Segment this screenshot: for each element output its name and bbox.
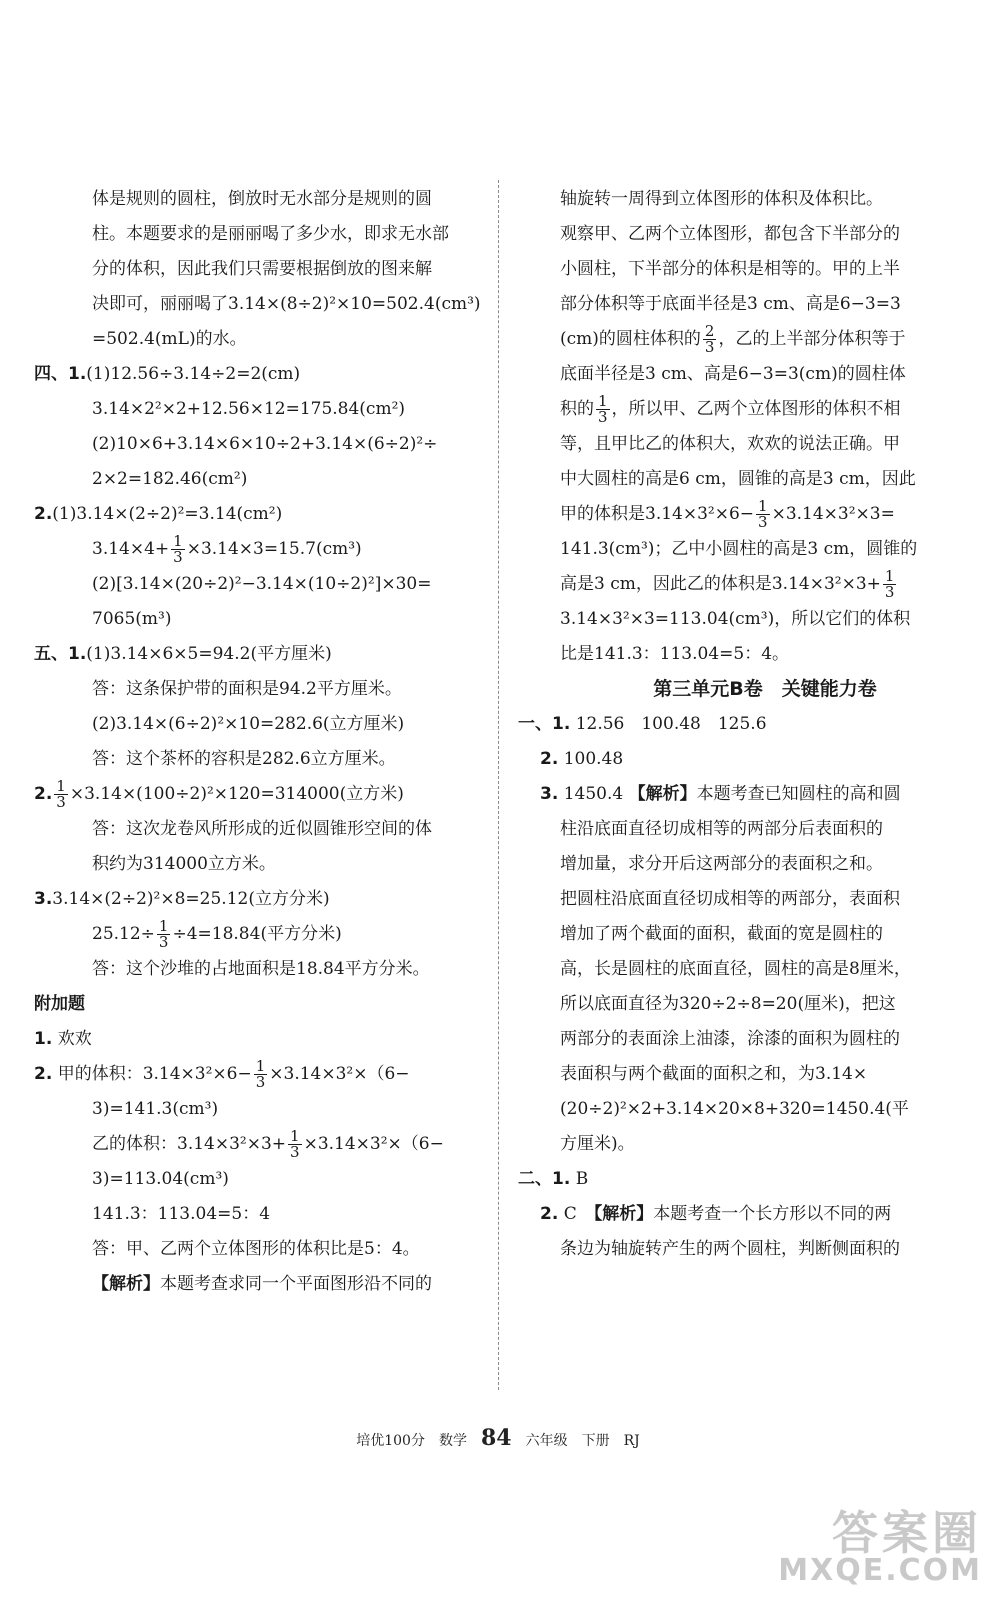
footer-edition: RJ (623, 1433, 640, 1449)
line-text: (cm)的圆柱体积的 (560, 329, 701, 349)
line-text: 增加量，求分开后这两部分的表面积之和。 (560, 854, 883, 874)
fraction-numerator: 1 (255, 1057, 266, 1075)
question-number: 2. (34, 504, 53, 524)
fraction-denominator: 3 (290, 1143, 300, 1161)
line-text: 答：这个茶杯的容积是282.6立方厘米。 (92, 749, 396, 769)
line-text: B (570, 1169, 589, 1189)
footer-grade: 六年级 (525, 1433, 568, 1449)
text-line (34, 1232, 484, 1267)
fraction-denominator: 3 (758, 513, 768, 531)
fraction-numerator: 1 (290, 1127, 300, 1145)
line-text: 分的体积，因此我们只需要根据倒放的图来解 (92, 259, 432, 279)
fraction (54, 779, 68, 810)
line-text: 轴旋转一周得到立体图形的体积及体积比。 (560, 189, 883, 209)
fraction-numerator: 1 (158, 917, 169, 935)
fraction-denominator: 3 (704, 338, 715, 356)
question-number: 3. (540, 784, 559, 804)
text-line (34, 392, 484, 427)
fraction-numerator: 1 (173, 532, 183, 550)
page-footer (0, 1425, 996, 1451)
fraction-denominator: 3 (56, 793, 66, 811)
line-text: 141.3：113.04=5：4 (92, 1204, 271, 1224)
fraction-numerator: 1 (598, 392, 608, 410)
footer-subject: 数学 (438, 1433, 467, 1449)
line-text: 高是3 cm，因此乙的体积是3.14×3²×3+ (560, 574, 881, 594)
line-text-after: ×3.14×3²×3= (771, 504, 895, 524)
line-text: 增加了两个截面的面积，截面的宽是圆柱的 (560, 924, 883, 944)
text-line (518, 742, 970, 777)
column-divider (498, 180, 499, 1390)
question-number: 3. (34, 889, 53, 909)
text-line (518, 182, 970, 217)
text-line (34, 672, 484, 707)
text-line (518, 1127, 970, 1162)
left-column (34, 182, 484, 1302)
text-line (34, 707, 484, 742)
text-line (34, 882, 484, 917)
line-text: 条边为轴旋转产生的两个圆柱，判断侧面积的 (560, 1239, 900, 1259)
fraction-denominator: 3 (158, 933, 169, 951)
line-text: 欢欢 (52, 1029, 92, 1049)
fraction (171, 534, 185, 565)
line-text: 3.14×3²×3=113.04(cm³)，所以它们的体积 (560, 609, 911, 629)
text-line (34, 1197, 484, 1232)
right-column-part-2 (518, 707, 970, 1267)
text-line (518, 532, 970, 567)
line-text: (1)12.56÷3.14÷2=2(cm) (86, 364, 301, 384)
line-text: 3.14×2²×2+12.56×12=175.84(cm²) (92, 399, 406, 419)
text-line (518, 392, 970, 427)
line-text: 把圆柱沿底面直径切成相等的两部分，表面积 (560, 889, 900, 909)
text-line (34, 847, 484, 882)
line-text: 3)=113.04(cm³) (92, 1169, 229, 1189)
line-text: 2×2=182.46(cm²) (92, 469, 248, 489)
line-text: (2)[3.14×(20÷2)²−3.14×(10÷2)²]×30= (92, 574, 432, 594)
text-line (34, 742, 484, 777)
line-text: 等，且甲比乙的体积大，欢欢的说法正确。甲 (560, 434, 900, 454)
line-text: 12.56 100.48 125.6 (570, 714, 767, 734)
text-line (518, 917, 970, 952)
text-line (518, 462, 970, 497)
right-column (518, 182, 970, 1267)
fraction (157, 919, 171, 950)
text-line (518, 882, 970, 917)
text-line (34, 287, 484, 322)
text-line (34, 532, 484, 567)
text-line (34, 1022, 484, 1057)
text-line (34, 357, 484, 392)
text-line (518, 637, 970, 672)
question-number: 2. (540, 1204, 559, 1224)
fraction (703, 324, 717, 355)
line-text: 7065(m³) (92, 609, 172, 629)
text-line (34, 812, 484, 847)
text-line (34, 427, 484, 462)
text-line (518, 567, 970, 602)
footer-book-title: 培优100分 (356, 1433, 425, 1449)
line-text: 柱。本题要求的是丽丽喝了多少水，即求无水部 (92, 224, 449, 244)
line-text: 中大圆柱的高是6 cm，圆锥的高是3 cm，因此 (560, 469, 916, 489)
line-text: (20÷2)²×2+3.14×20×8+320=1450.4(平 (560, 1099, 909, 1119)
text-line (518, 1162, 970, 1197)
line-text-after: ÷4=18.84(平方分米) (172, 924, 342, 944)
line-text: (1)3.14×6×5=94.2(平方厘米) (86, 644, 332, 664)
text-line (34, 497, 484, 532)
line-text: (2)10×6+3.14×6×10÷2+3.14×(6÷2)²÷ (92, 434, 438, 454)
text-line (518, 1057, 970, 1092)
text-line (518, 217, 970, 252)
question-number: 二、1. (518, 1169, 571, 1189)
text-line (34, 637, 484, 672)
fraction (756, 499, 770, 530)
line-text: 本题考查求同一个平面图形沿不同的 (160, 1274, 432, 1294)
watermark-line-2: MXQE.COM (778, 1553, 982, 1588)
text-line (518, 427, 970, 462)
fraction (883, 569, 897, 600)
text-line (518, 497, 970, 532)
text-line (34, 1267, 484, 1302)
text-line (518, 602, 970, 637)
section-title: 第三单元B卷 关键能力卷 (653, 678, 877, 700)
text-line (518, 252, 970, 287)
fraction-denominator: 3 (598, 408, 608, 426)
line-text: 体是规则的圆柱，倒放时无水部分是规则的圆 (92, 189, 432, 209)
text-line (518, 322, 970, 357)
analysis-label: 【解析】 (628, 784, 697, 804)
right-column-part-1 (518, 182, 970, 672)
line-text-after: ×3.14×3²×（6− (269, 1064, 410, 1084)
line-text: 积的 (560, 399, 594, 419)
fraction-numerator: 1 (56, 777, 66, 795)
text-line (518, 1232, 970, 1267)
fraction-numerator: 2 (704, 322, 715, 340)
question-number: 一、1. (518, 714, 571, 734)
fraction (254, 1059, 268, 1090)
line-text: 比是141.3：113.04=5：4。 (560, 644, 790, 664)
text-line (34, 567, 484, 602)
line-text-after: 本题考查一个长方形以不同的两 (653, 1204, 892, 1224)
line-text: 3)=141.3(cm³) (92, 1099, 219, 1119)
line-text: 25.12÷ (92, 924, 155, 944)
line-text: 甲的体积是3.14×3²×6− (560, 504, 755, 524)
analysis-label: 【解析】 (593, 1204, 654, 1224)
line-text: 小圆柱，下半部分的体积是相等的。甲的上半 (560, 259, 900, 279)
fraction-denominator: 3 (173, 548, 183, 566)
line-text: 两部分的表面涂上油漆，涂漆的面积为圆柱的 (560, 1029, 900, 1049)
line-text: 方厘米)。 (560, 1134, 635, 1154)
fraction-denominator: 3 (255, 1073, 266, 1091)
line-text-after: ，乙的上半部分体积等于 (718, 329, 906, 349)
line-text-after: ，所以甲、乙两个立体图形的体积不相 (611, 399, 901, 419)
page-number: 84 (480, 1425, 512, 1451)
watermark-logo (778, 1506, 982, 1588)
line-text: 141.3(cm³)；乙中小圆柱的高是3 cm，圆锥的 (560, 539, 918, 559)
question-number: 四、1. (34, 364, 87, 384)
line-text: (2)3.14×(6÷2)²×10=282.6(立方厘米) (92, 714, 405, 734)
fraction (288, 1129, 302, 1160)
line-text-after: ×3.14×3=15.7(cm³) (186, 539, 362, 559)
line-text: 100.48 (558, 749, 624, 769)
text-line (518, 1022, 970, 1057)
line-text-after: 本题考查已知圆柱的高和圆 (696, 784, 901, 804)
line-text: 表面积与两个截面的面积之和，为3.14× (560, 1064, 868, 1084)
text-line (518, 987, 970, 1022)
line-text: 答：这次龙卷风所形成的近似圆锥形空间的体 (92, 819, 432, 839)
line-text: 答：这条保护带的面积是94.2平方厘米。 (92, 679, 402, 699)
text-line (34, 217, 484, 252)
line-text: 1450.4 (558, 784, 629, 804)
fraction (596, 394, 610, 425)
line-text: 底面半径是3 cm、高是6−3=3(cm)的圆柱体 (560, 364, 906, 384)
line-text: 积约为314000立方米。 (92, 854, 276, 874)
text-line (34, 1162, 484, 1197)
text-line (518, 1197, 970, 1232)
fraction-denominator: 3 (884, 583, 895, 601)
text-line (518, 287, 970, 322)
line-text: C (558, 1204, 594, 1224)
text-line (34, 987, 484, 1022)
text-line (518, 357, 970, 392)
text-line (518, 847, 970, 882)
footer-volume: 下册 (581, 1433, 610, 1449)
text-line (34, 252, 484, 287)
line-text: 观察甲、乙两个立体图形，都包含下半部分的 (560, 224, 900, 244)
text-line (34, 182, 484, 217)
watermark-line-1: 答案圈 (832, 1506, 982, 1560)
question-number: 附加题 (34, 994, 85, 1014)
line-text: 3.14×4+ (92, 539, 170, 559)
question-number: 2. (34, 784, 53, 804)
text-line (34, 322, 484, 357)
line-text: (1)3.14×(2÷2)²=3.14(cm²) (52, 504, 283, 524)
line-text: 甲的体积：3.14×3²×6− (52, 1064, 252, 1084)
text-line (518, 1092, 970, 1127)
text-line (34, 462, 484, 497)
line-text: 部分体积等于底面半径是3 cm、高是6−3=3 (560, 294, 901, 314)
text-line (34, 1127, 484, 1162)
text-line (34, 1057, 484, 1092)
line-text: 答：这个沙堆的占地面积是18.84平方分米。 (92, 959, 430, 979)
line-text: =502.4(mL)的水。 (92, 329, 247, 349)
text-line (518, 777, 970, 812)
question-number: 2. (34, 1064, 53, 1084)
line-text: 答：甲、乙两个立体图形的体积比是5：4。 (92, 1239, 420, 1259)
text-line (518, 812, 970, 847)
text-line (34, 917, 484, 952)
question-number: 2. (540, 749, 559, 769)
fraction-numerator: 1 (758, 497, 768, 515)
line-text-after: ×3.14×3²×（6− (303, 1134, 444, 1154)
text-line (34, 952, 484, 987)
fraction-numerator: 1 (884, 567, 895, 585)
line-text: 柱沿底面直径切成相等的两部分后表面积的 (560, 819, 883, 839)
text-line (34, 777, 484, 812)
line-text: 乙的体积：3.14×3²×3+ (92, 1134, 287, 1154)
text-line (518, 952, 970, 987)
line-text: 决即可，丽丽喝了3.14×(8÷2)²×10=502.4(cm³) (92, 294, 481, 314)
question-number: 五、1. (34, 644, 87, 664)
line-text: 高，长是圆柱的底面直径，圆柱的高是8厘米， (560, 959, 911, 979)
text-line (518, 707, 970, 742)
line-text: 3.14×(2÷2)²×8=25.12(立方分米) (52, 889, 330, 909)
text-line (34, 1092, 484, 1127)
question-number: 1. (34, 1029, 53, 1049)
question-number: 【解析】 (92, 1274, 160, 1294)
text-line (34, 602, 484, 637)
line-text-after: ×3.14×(100÷2)²×120=314000(立方米) (69, 784, 404, 804)
line-text: 所以底面直径为320÷2÷8=20(厘米)，把这 (560, 994, 896, 1014)
